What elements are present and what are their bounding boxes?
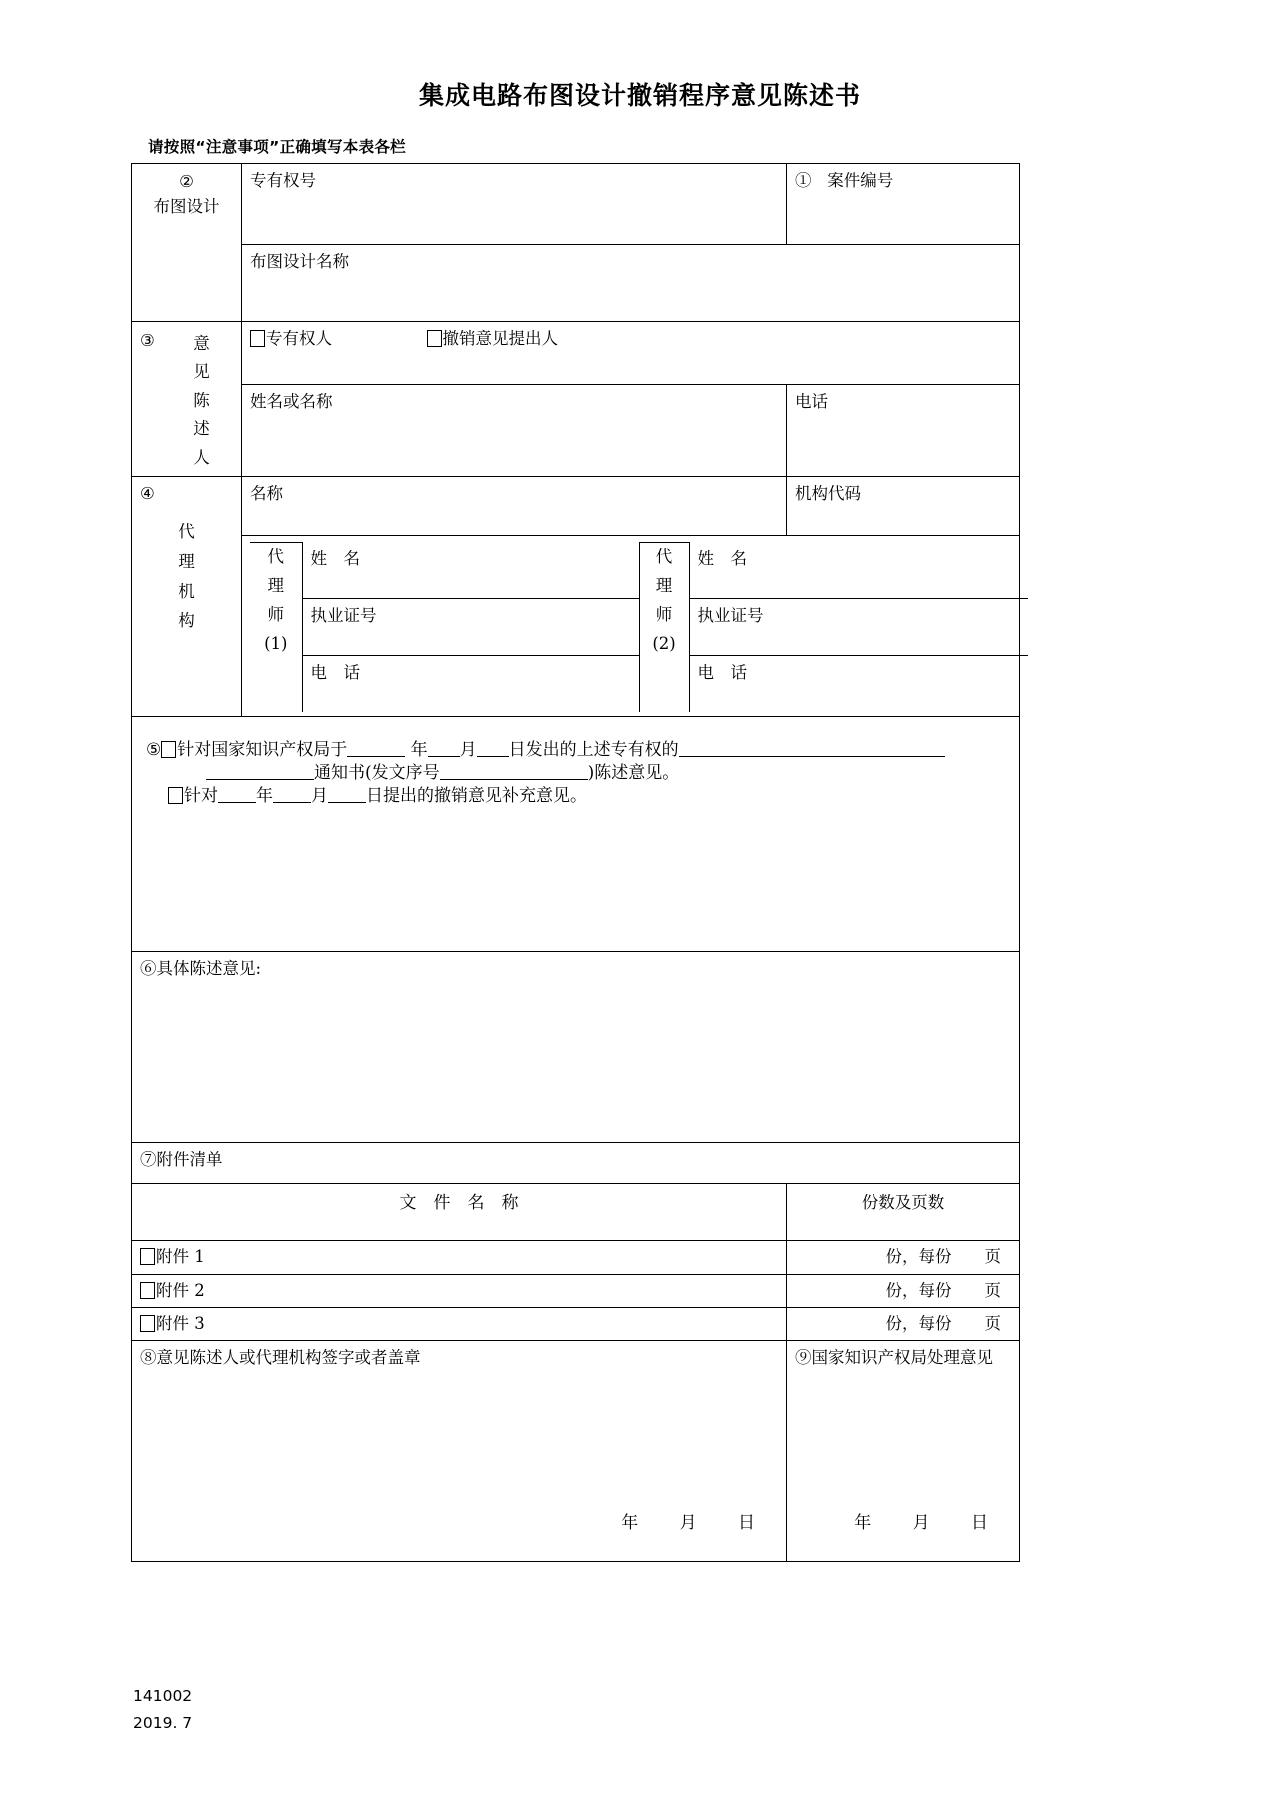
agent-name-row: [250, 542, 1028, 599]
section4-label-cell: [132, 476, 242, 717]
attachment-1-name: 附件 1: [156, 1247, 205, 1267]
declarant-phone-label: 电话: [795, 392, 828, 412]
section7-title-cell: [132, 1143, 1020, 1184]
right-holder-checkbox[interactable]: [250, 330, 265, 347]
signature-row: [132, 1341, 1020, 1562]
agent2-name-label: 姓 名: [697, 549, 747, 569]
attachment-2-count: 份，每份 页: [885, 1280, 1001, 1300]
attachment-file-col-header-label: 文 件 名 称: [399, 1193, 519, 1214]
design-name-label: 布图设计名称: [250, 252, 349, 271]
section6-cell[interactable]: [132, 952, 1020, 1143]
section8-day: 日: [738, 1513, 756, 1534]
section6-label: 具体陈述意见:: [156, 959, 262, 979]
section9-year: 年: [854, 1513, 873, 1534]
attachment-row-1-count-cell[interactable]: [787, 1241, 1020, 1274]
agent1-label-char-1: 理: [267, 575, 284, 595]
section8-year: 年: [621, 1513, 640, 1534]
agent2-label-char-2: 师: [655, 604, 673, 624]
footer-version: 2019. 7: [133, 1714, 193, 1733]
notice-year-blank[interactable]: [347, 756, 405, 757]
agent2-cert-label: 执业证号: [697, 606, 764, 626]
section4-label-char-2: 机: [178, 581, 195, 601]
section7-title-row: [132, 1143, 1020, 1184]
section4-row-2: [132, 535, 1020, 717]
attachment-3-count: 份，每份 页: [885, 1313, 1001, 1333]
attachment-row-3-name-cell[interactable]: [132, 1307, 787, 1340]
attachment-2-checkbox[interactable]: [140, 1282, 155, 1299]
section3-number: ③: [140, 331, 155, 350]
section7-number: ⑦: [140, 1150, 157, 1170]
agency-name-label: 名称: [250, 483, 283, 503]
section3-label-char-3: 述: [193, 419, 210, 439]
section3-label-char-2: 陈: [193, 390, 210, 410]
section5-row: [132, 717, 1020, 952]
section5-line3-b: 年: [256, 786, 273, 807]
section5-number: ⑤: [146, 740, 162, 761]
table-row: [132, 1274, 1020, 1307]
notice-response-checkbox[interactable]: [161, 741, 176, 758]
section5-line3-d: 日提出的撤销意见补充意见。: [366, 786, 587, 807]
agent1-name-label: 姓 名: [310, 549, 360, 569]
attachment-row-2-name-cell[interactable]: [132, 1274, 787, 1307]
agent1-label-cell: [250, 542, 302, 712]
right-holder-label: 专有权人: [266, 329, 332, 348]
agent2-label-char-1: 理: [655, 575, 673, 595]
notice-name-blank[interactable]: [206, 779, 314, 780]
agency-code-label: 机构代码: [795, 483, 861, 503]
attachment-row-1-name-cell[interactable]: [132, 1241, 787, 1274]
notice-serial-blank[interactable]: [440, 779, 588, 780]
section8-number: ⑧: [140, 1348, 157, 1368]
agency-name-cell[interactable]: [242, 476, 787, 535]
section9-number: ⑨: [795, 1348, 812, 1368]
section3-label-char-0: 意: [193, 334, 210, 353]
attachment-row-2-count-cell[interactable]: [787, 1274, 1020, 1307]
section9-cell[interactable]: [787, 1341, 1020, 1562]
fill-instruction: 请按照“注意事项”正确填写本表各栏: [148, 138, 406, 156]
section3-label-char-1: 见: [193, 362, 210, 382]
section6-row: [132, 952, 1020, 1143]
section5-line1: [146, 739, 1005, 762]
section2-label-cell: [132, 164, 242, 322]
section5-line2: [146, 762, 1005, 785]
attachment-file-col-header: [132, 1184, 787, 1241]
exclusive-right-number-cell[interactable]: [242, 164, 787, 245]
notice-type-blank[interactable]: [679, 756, 945, 757]
agent1-name-cell[interactable]: [302, 542, 639, 599]
supplementary-opinion-checkbox[interactable]: [168, 787, 183, 804]
section5-line1-a: 针对国家知识产权局于: [177, 740, 348, 761]
section8-date-line: [621, 1512, 756, 1535]
agent2-label-char-0: 代: [655, 546, 673, 566]
section5-line1-c: 月: [459, 740, 477, 761]
section5-line1-b: 年: [410, 740, 428, 761]
agent1-label-char-3: (1): [264, 633, 288, 653]
section9-month: 月: [912, 1513, 931, 1534]
attachment-header-row: [132, 1184, 1020, 1241]
declarant-name-label: 姓名或名称: [250, 392, 333, 412]
section3-row-2: [132, 385, 1020, 477]
section3-row-1: [132, 322, 1020, 385]
section8-cell[interactable]: [132, 1341, 787, 1562]
supp-month-blank[interactable]: [273, 802, 311, 803]
section4-label-char-1: 理: [178, 551, 195, 571]
case-number-label: 案件编号: [827, 171, 894, 190]
case-number-cell[interactable]: [787, 164, 1020, 245]
section7-label: 附件清单: [156, 1150, 223, 1170]
section5-line2-b: )陈述意见。: [587, 763, 680, 784]
agent1-phone-cell[interactable]: [302, 656, 639, 713]
attachment-1-checkbox[interactable]: [140, 1248, 155, 1265]
agents-block: [242, 535, 1020, 717]
section2-row-2: [132, 245, 1020, 322]
agent1-label-char-0: 代: [267, 546, 284, 566]
agent1-cert-label: 执业证号: [310, 606, 377, 626]
section9-date-line: [854, 1512, 989, 1535]
agents-table: [250, 542, 1028, 713]
section9-label: 国家知识产权局处理意见: [811, 1348, 993, 1368]
section3-label-char-4: 人: [193, 447, 210, 467]
declarant-name-cell[interactable]: [242, 385, 787, 477]
table-row: [132, 1241, 1020, 1274]
revocation-requester-checkbox[interactable]: [427, 330, 442, 347]
section3-label-stack: [170, 330, 233, 472]
attachment-1-count: 份，每份 页: [885, 1247, 1001, 1267]
attachment-count-col-header-label: 份数及页数: [861, 1193, 945, 1213]
section4-label-char-3: 构: [178, 611, 195, 631]
page-title: 集成电路布图设计撤销程序意见陈述书: [418, 81, 861, 110]
table-row: [132, 1307, 1020, 1340]
section5-line1-d: 日发出的上述专有权的: [508, 740, 679, 761]
section5-line2-a: 通知书(发文序号: [314, 763, 440, 784]
notice-day-blank[interactable]: [477, 756, 509, 757]
section8-month: 月: [679, 1513, 698, 1534]
attachment-3-checkbox[interactable]: [140, 1315, 155, 1332]
exclusive-right-number-label: 专有权号: [250, 171, 316, 190]
section2-row-1: [132, 164, 1020, 245]
supp-year-blank[interactable]: [218, 802, 256, 803]
declarant-phone-cell[interactable]: [787, 385, 1020, 477]
attachment-3-name: 附件 3: [156, 1313, 205, 1333]
section2-label: 布图设计: [153, 196, 220, 216]
agent1-phone-label: 电 话: [310, 663, 360, 683]
agent2-phone-label: 电 话: [697, 663, 747, 683]
section4-number: ④: [140, 483, 155, 503]
agent2-cert-cell[interactable]: [689, 599, 1028, 656]
section3-label-cell: [132, 322, 242, 477]
agent2-label-char-3: (2): [652, 633, 676, 653]
agent2-name-cell[interactable]: [689, 542, 1028, 599]
attachment-2-name: 附件 2: [156, 1280, 205, 1300]
section6-number: ⑥: [140, 959, 157, 979]
section5-line3-a: 针对: [184, 786, 218, 807]
section5-line3: [146, 785, 1005, 808]
section8-label: 意见陈述人或代理机构签字或者盖章: [156, 1348, 421, 1368]
section9-day: 日: [971, 1513, 989, 1534]
declarant-type-cell: [242, 322, 1020, 385]
notice-month-blank[interactable]: [428, 756, 460, 757]
case-number-index: ①: [795, 171, 812, 190]
revocation-requester-label: 撤销意见提出人: [442, 329, 558, 348]
section4-label-char-0: 代: [178, 522, 195, 542]
attachment-count-col-header: [787, 1184, 1020, 1241]
section2-number: ②: [179, 172, 194, 191]
section4-label-stack: [140, 505, 233, 636]
design-name-cell[interactable]: [242, 245, 1020, 322]
section5-cell: [132, 717, 1020, 952]
agent1-cert-cell[interactable]: [302, 599, 639, 656]
agent2-phone-cell[interactable]: [689, 656, 1028, 713]
attachment-row-3-count-cell[interactable]: [787, 1307, 1020, 1340]
agent2-label-cell: [639, 542, 689, 712]
agency-code-cell[interactable]: [787, 476, 1020, 535]
footer-code: 141002: [133, 1687, 193, 1705]
agent1-label-char-2: 师: [267, 604, 284, 624]
section4-row-1: [132, 476, 1020, 535]
main-form: [131, 163, 1019, 1562]
supp-day-blank[interactable]: [328, 802, 366, 803]
section5-line3-c: 月: [311, 786, 328, 807]
footer: [133, 1683, 192, 1737]
